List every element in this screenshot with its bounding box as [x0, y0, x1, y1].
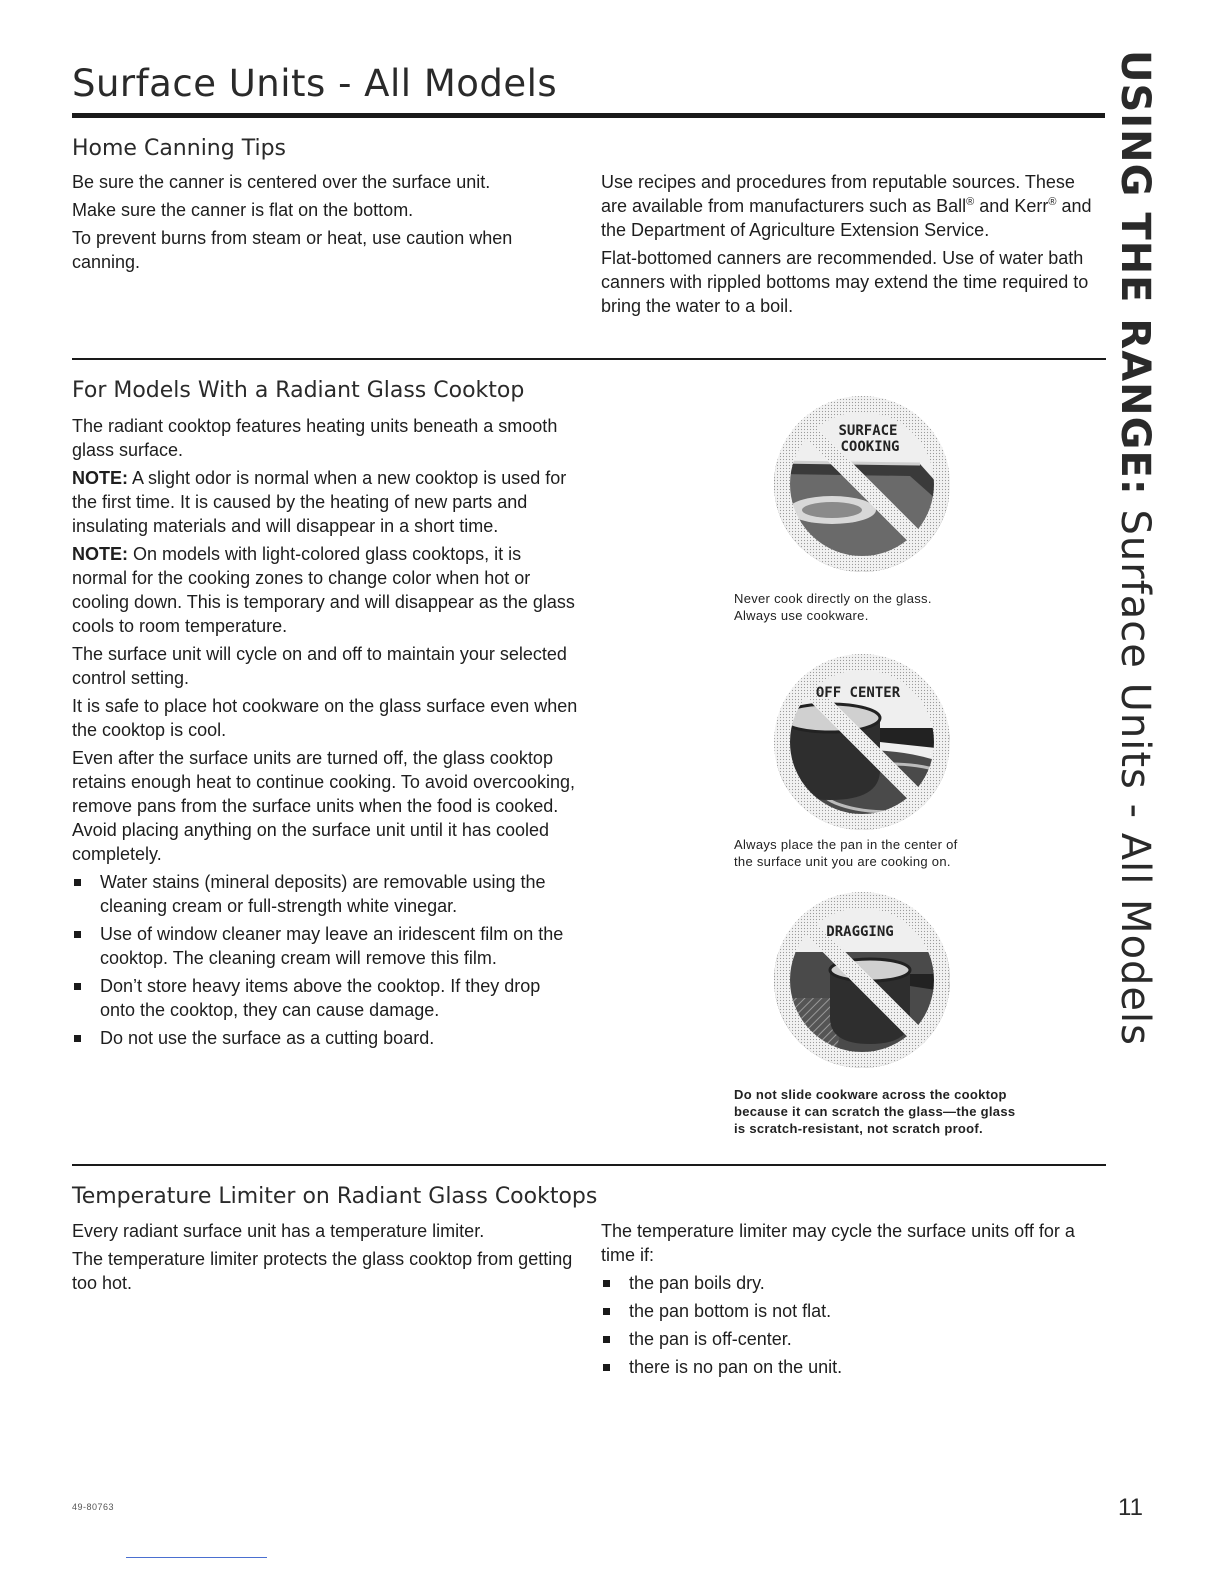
figure-label: COOKING [840, 439, 900, 455]
canning-sources-a: Use recipes and procedures from reputable sources. These are available from manufacturers such as Ball [601, 172, 1075, 216]
canning-tip-3: To prevent burns from steam or heat, use caution when canning. [72, 228, 513, 272]
figure-caption-3 [734, 1086, 1074, 1137]
bullet-icon [603, 1336, 610, 1343]
list-item [601, 1299, 1101, 1323]
page-title: Surface Units - All Models [72, 62, 558, 105]
radiant-note-1 [72, 466, 578, 538]
limiter-left [72, 1219, 578, 1299]
canning-sources [601, 170, 1101, 242]
side-tab-regular: Surface Units - All Models [1112, 495, 1158, 1046]
radiant-bullet-list [72, 870, 578, 1050]
limiter-right [601, 1219, 1101, 1383]
figure-caption-1 [734, 590, 1064, 624]
radiant-intro: The radiant cooktop features heating units beneath a smooth glass surface. [72, 416, 558, 460]
limiter-bullet-list [601, 1271, 1101, 1379]
figure-caption-2 [734, 836, 1064, 870]
list-item-text: the pan is off-center. [629, 1329, 792, 1349]
footer-link-line [126, 1557, 267, 1558]
bullet-icon [74, 879, 81, 886]
limiter-protects: The temperature limiter protects the glass cooktop from getting too hot. [72, 1249, 573, 1293]
side-tab-bold: USING THE RANGE: [1112, 50, 1158, 496]
radiant-retains-heat: Even after the surface units are turned off, the glass cooktop retains enough heat to continue cooking. To avoid overcooking, remove pans from the surface units when the food is cooked. Avoid placing anything on the surface unit until it has cooled completely. [72, 748, 576, 864]
canning-tip-2: Make sure the canner is flat on the bottom. [72, 200, 414, 220]
registered-mark-1: ® [966, 196, 975, 208]
bullet-icon [603, 1280, 610, 1287]
dragging-illustration [770, 888, 954, 1072]
list-item-text: there is no pan on the unit. [629, 1357, 843, 1377]
radiant-safe: It is safe to place hot cookware on the glass surface even when the cooktop is cool. [72, 696, 578, 740]
radiant-body [72, 414, 578, 1054]
note-label: NOTE: [72, 468, 128, 488]
list-item [72, 1026, 578, 1050]
bullet-icon [603, 1364, 610, 1371]
list-item-text: Use of window cleaner may leave an iridescent film on the cooktop. The cleaning cream will remove this film. [100, 924, 564, 968]
caption-line: Do not slide cookware across the cooktop [734, 1087, 1007, 1102]
document-code: 49-80763 [72, 1502, 115, 1512]
list-item-text: Don’t store heavy items above the cooktop. If they drop onto the cooktop, they can cause damage. [100, 976, 541, 1020]
caption-line: is scratch-resistant, not scratch proof. [734, 1121, 983, 1136]
note-1-text: A slight odor is normal when a new cooktop is used for the first time. It is caused by the heating of new parts and insulating materials and will disappear in a short time. [72, 468, 567, 536]
page-number: 11 [1118, 1494, 1143, 1521]
section-divider [72, 358, 1106, 360]
canning-sources-c: and the Department of Agriculture Extension Service. [601, 196, 1092, 240]
list-item [72, 974, 578, 1022]
dragging-icon [770, 888, 954, 1072]
canning-sources-b: and Kerr [974, 196, 1049, 216]
note-label: NOTE: [72, 544, 128, 564]
limiter-intro: The temperature limiter may cycle the surface units off for a time if: [601, 1221, 1075, 1265]
caption-line: Never cook directly on the glass. [734, 591, 932, 606]
canning-tip-1: Be sure the canner is centered over the surface unit. [72, 172, 491, 192]
side-tab-text [1112, 50, 1158, 1046]
radiant-heading: For Models With a Radiant Glass Cooktop [72, 378, 525, 403]
bullet-icon [74, 931, 81, 938]
side-tab [1112, 50, 1172, 1046]
list-item-text: the pan bottom is not flat. [629, 1301, 832, 1321]
home-canning-heading: Home Canning Tips [72, 136, 287, 161]
off-center-icon [770, 650, 954, 834]
caption-line: because it can scratch the glass—the glass [734, 1104, 1016, 1119]
caption-line: Always use cookware. [734, 608, 869, 623]
bullet-icon [74, 1035, 81, 1042]
caption-line: the surface unit you are cooking on. [734, 854, 951, 869]
canning-flat-bottomed: Flat-bottomed canners are recommended. Use of water bath canners with rippled bottoms may extend the time required to bring the water to a boil. [601, 248, 1089, 316]
radiant-note-2 [72, 542, 578, 638]
title-rule [72, 113, 1105, 118]
figure-label: DRAGGING [826, 924, 894, 940]
list-item [601, 1355, 1101, 1379]
list-item [72, 870, 578, 918]
list-item-text: Do not use the surface as a cutting board. [100, 1028, 435, 1048]
radiant-cycle: The surface unit will cycle on and off to maintain your selected control setting. [72, 644, 567, 688]
list-item [601, 1327, 1101, 1351]
figure-label: SURFACE [838, 423, 898, 439]
caption-line: Always place the pan in the center of [734, 837, 958, 852]
limiter-heading: Temperature Limiter on Radiant Glass Cooktops [72, 1184, 598, 1209]
bullet-icon [74, 983, 81, 990]
list-item [72, 922, 578, 970]
bullet-icon [603, 1308, 610, 1315]
registered-mark-2: ® [1048, 196, 1057, 208]
home-canning-left [72, 170, 572, 278]
limiter-every-unit: Every radiant surface unit has a temperature limiter. [72, 1221, 485, 1241]
no-surface-cooking-illustration [770, 392, 954, 576]
figure-label: OFF CENTER [815, 685, 901, 701]
list-item-text: the pan boils dry. [629, 1273, 765, 1293]
note-2-text: On models with light-colored glass cooktops, it is normal for the cooking zones to change color when hot or cooling down. This is temporary and will disappear as the glass cools to room temperature. [72, 544, 575, 636]
home-canning-right [601, 170, 1101, 322]
list-item [601, 1271, 1101, 1295]
list-item-text: Water stains (mineral deposits) are removable using the cleaning cream or full-strength white vinegar. [100, 872, 546, 916]
off-center-illustration [770, 650, 954, 834]
section-divider [72, 1164, 1106, 1166]
no-surface-cooking-icon [770, 392, 954, 576]
